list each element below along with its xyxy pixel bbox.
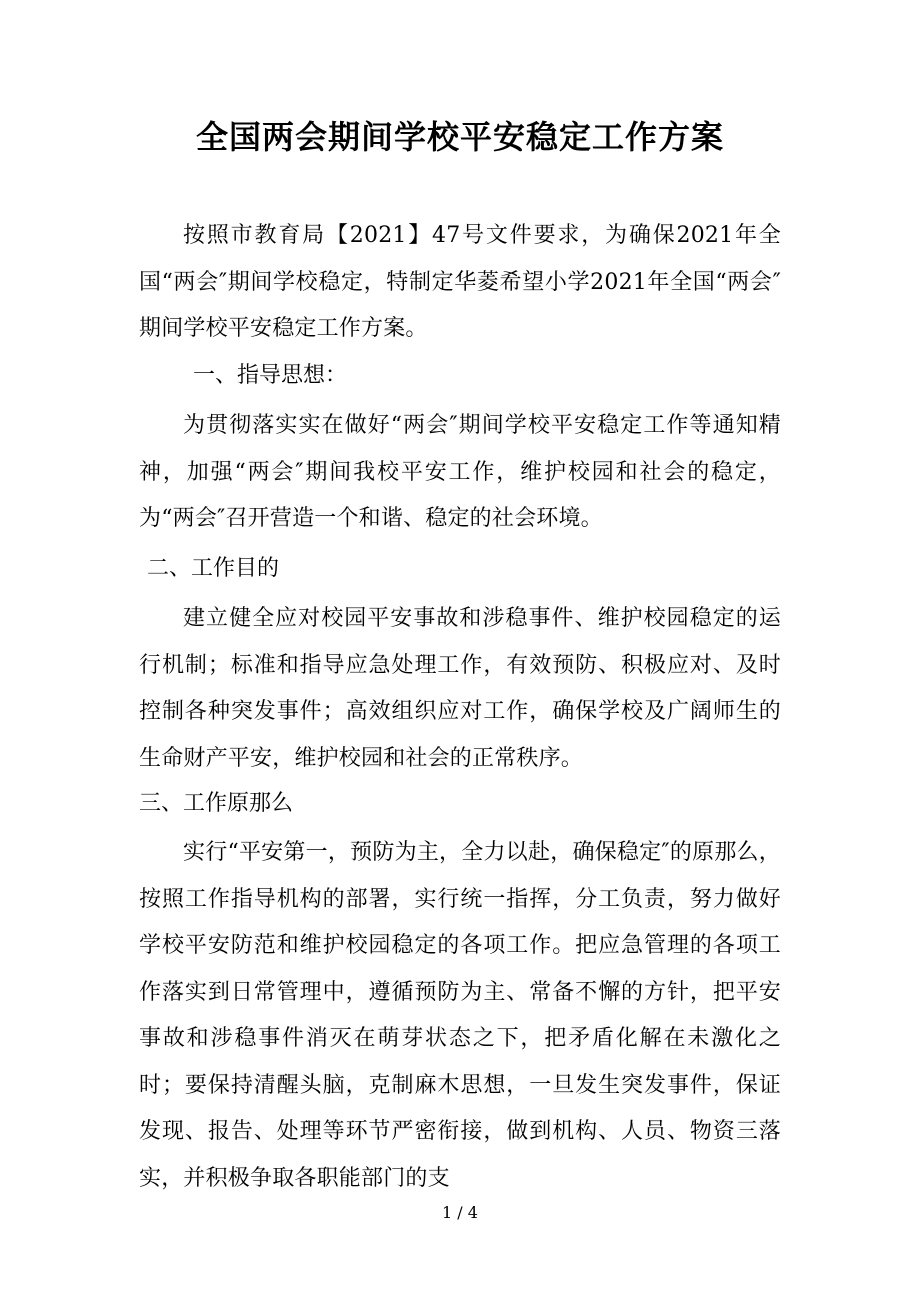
section-heading-work-principle: 三、工作原那么: [139, 791, 294, 816]
section-body-work-principle: 实行“平安第一，预防为主，全力以赴，确保稳定″的原那么，按照工作指导机构的部署，实行统一指挥，分工负责，努力做好学校平安防范和维护校园稳定的各项工作。把应急管理的各项工作落实到日常管理中，遵循预防为主、常备不懈的方针，把平安事故和涉稳事件消灭在萌芽状态之下，把矛盾化解在未激化之时；要保持清醒头脑，克制麻木思想，一旦发生突发事件，保证发现、报告、处理等环节严密衔接，做到机构、人员、物资三落实，并积极争取各职能部门的支: [139, 840, 781, 1191]
page-number: 1 / 4: [442, 1203, 478, 1222]
document-title: 全国两会期间学校平安稳定工作方案: [195, 118, 724, 156]
section-heading-work-goal: 二、工作目的: [147, 556, 280, 581]
section-body-work-goal: 建立健全应对校园平安事故和涉稳事件、维护校园稳定的运行机制；标准和指导应急处理工作，有效预防、积极应对、及时控制各种突发事件；高效组织应对工作，确保学校及广阔师生的生命财产平安，维护校园和社会的正常秩序。: [139, 606, 781, 771]
section-heading-guiding-ideology: 一、指导思想：: [193, 363, 348, 388]
intro-paragraph: 按照市教育局【2021】47号文件要求，为确保2021年全国“两会″期间学校稳定，特制定华菱希望小学2021年全国“两会″期间学校平安稳定工作方案。: [139, 223, 781, 341]
section-body-guiding-ideology: 为贯彻落实实在做好“两会″期间学校平安稳定工作等通知精神，加强“两会″期间我校平安工作，维护校园和社会的稳定，为“两会″召开营造一个和谐、稳定的社会环境。: [139, 413, 781, 531]
